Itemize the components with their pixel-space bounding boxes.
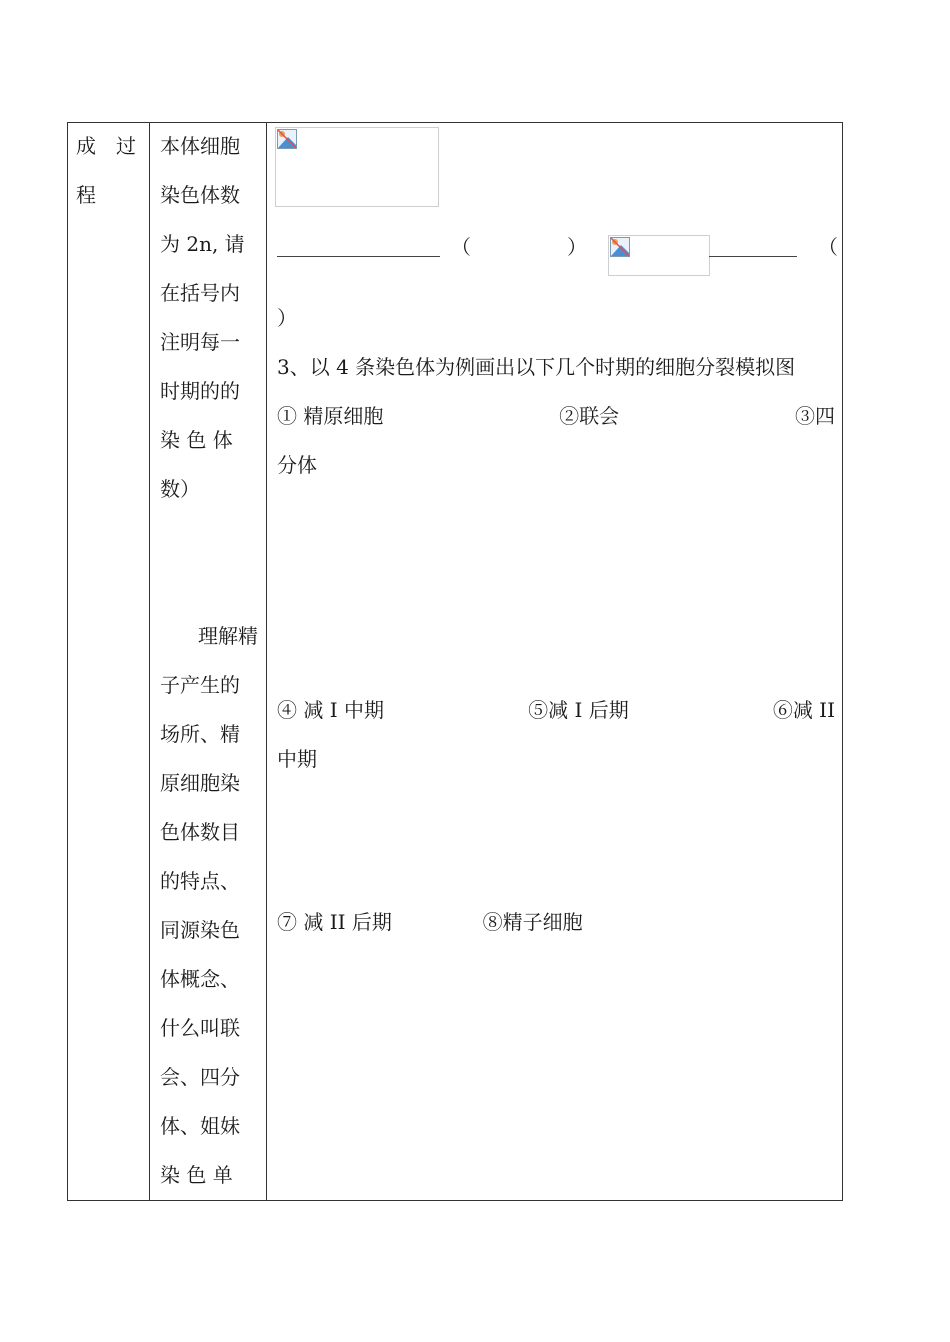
objective-line: 理解精 xyxy=(198,624,258,648)
stage-label: ① 精原细胞 xyxy=(277,404,384,428)
stage-label: ②联会 xyxy=(559,404,620,428)
stage-label: ⑦ 减 II 后期 xyxy=(277,910,392,934)
stage-label-continued: 分体 xyxy=(277,453,317,477)
objective-line: 原细胞染 xyxy=(160,771,240,795)
objective-line: 什么叫联 xyxy=(160,1016,240,1040)
stage-row-1 xyxy=(277,392,835,441)
stage-label: ⑧精子细胞 xyxy=(482,910,583,934)
open-paren: （ xyxy=(818,235,838,259)
objective-line: 子产生的 xyxy=(160,673,240,697)
objective-line: 同源染色 xyxy=(160,918,240,942)
objective-line: 在括号内 xyxy=(160,281,240,305)
stage-row-2 xyxy=(277,686,835,735)
stage-label: ④ 减 I 中期 xyxy=(277,698,384,722)
stage-label-line: 程 xyxy=(76,183,96,207)
open-paren: （ xyxy=(451,235,471,259)
objective-line: 染 色 单 xyxy=(160,1163,233,1187)
objective-line: 为 2n, 请 xyxy=(160,232,245,256)
column-divider-2 xyxy=(266,122,267,1201)
question-3-title: 3、以 4 条染色体为例画出以下几个时期的细胞分裂模拟图 xyxy=(277,355,796,379)
stage-label-line: 成 过 xyxy=(76,134,136,158)
objective-line: 体、姐妹 xyxy=(160,1114,240,1138)
stage-label: ⑥减 II xyxy=(772,698,835,722)
stage-row-3 xyxy=(277,898,835,947)
stage-label: ③四 xyxy=(794,404,835,428)
objective-line: 本体细胞 xyxy=(160,134,240,158)
stage-label-continued: 中期 xyxy=(277,747,317,771)
stage-label: ⑤减 I 后期 xyxy=(528,698,629,722)
objective-line: 数） xyxy=(160,477,200,501)
objective-line: 染 色 体 xyxy=(160,428,233,452)
objective-line: 会、四分 xyxy=(160,1065,240,1089)
objective-line: 色体数目 xyxy=(160,820,240,844)
objective-line: 场所、精 xyxy=(160,722,240,746)
objective-line: 时期的的 xyxy=(160,379,240,403)
objective-line: 的特点、 xyxy=(160,869,240,893)
objective-line: 注明每一 xyxy=(160,330,240,354)
column-divider-1 xyxy=(149,122,150,1201)
objective-line: 染色体数 xyxy=(160,183,240,207)
activity-cell xyxy=(277,122,835,947)
objective-line: 体概念、 xyxy=(160,967,240,991)
close-paren: ） xyxy=(567,235,587,259)
close-paren-line: ） xyxy=(277,306,297,330)
stage-label-cell xyxy=(76,122,142,220)
objective-cell xyxy=(160,122,258,1200)
